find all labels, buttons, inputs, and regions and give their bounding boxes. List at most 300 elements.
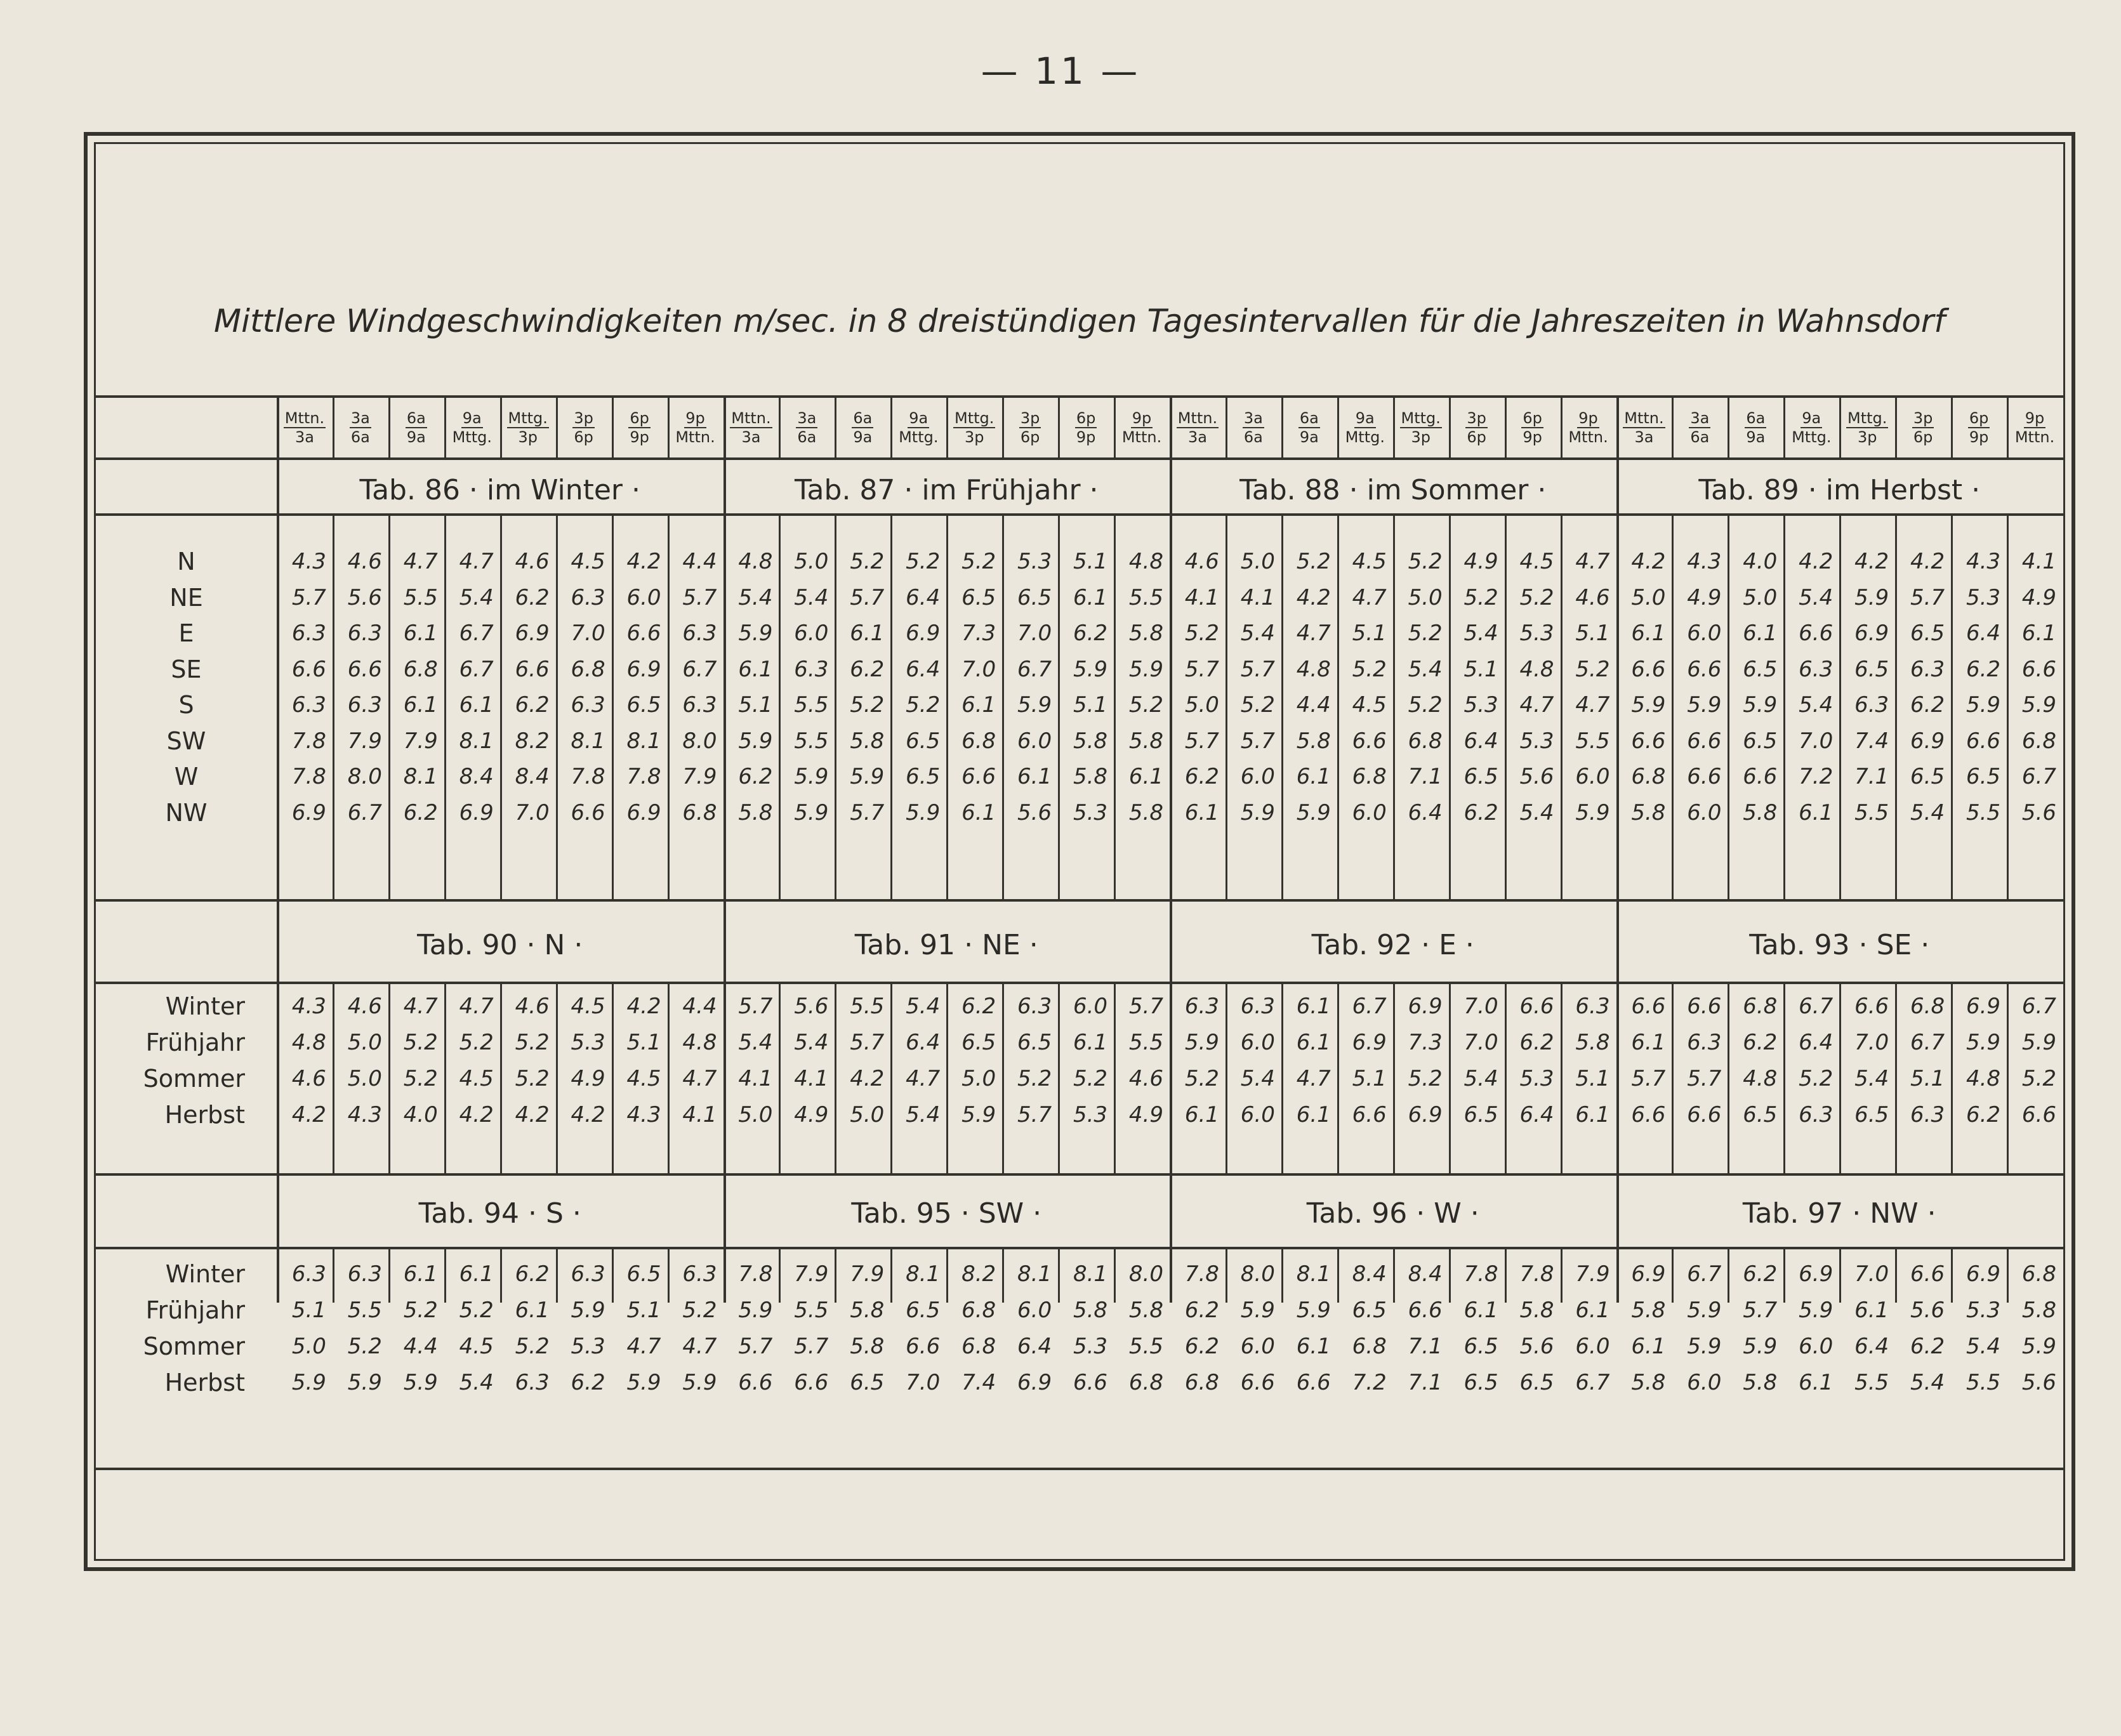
- table-cell: 5.9: [850, 764, 885, 790]
- table-cell: 5.4: [1519, 799, 1554, 825]
- table-cell: 4.8: [1743, 1065, 1778, 1091]
- table-cell: 6.8: [571, 656, 605, 682]
- column-divider: [1058, 982, 1060, 1173]
- row-label: Sommer: [143, 1332, 245, 1360]
- table-cell: 5.6: [1910, 1297, 1945, 1323]
- table-cell: 4.4: [682, 993, 717, 1019]
- column-header-start: Mttn.: [1177, 409, 1218, 427]
- column-divider: [1337, 395, 1339, 457]
- table-cell: 6.2: [1184, 1333, 1219, 1359]
- table-cell: 4.6: [347, 549, 382, 575]
- table-cell: 6.7: [1799, 993, 1834, 1019]
- table-cell: 6.7: [1352, 993, 1387, 1019]
- table-cell: 8.4: [1352, 1261, 1387, 1287]
- table-cell: 6.6: [1743, 764, 1778, 790]
- column-header-end: Mttn.: [2014, 428, 2055, 446]
- column-divider: [835, 982, 836, 1173]
- table-cell: 6.0: [1575, 764, 1610, 790]
- column-divider: [668, 513, 670, 899]
- table-cell: 7.0: [961, 656, 996, 682]
- table-cell: 5.9: [403, 1369, 438, 1395]
- column-divider: [388, 513, 390, 899]
- table-cell: 7.3: [1408, 1029, 1443, 1055]
- table-cell: 5.5: [347, 1297, 382, 1323]
- column-divider: [1839, 513, 1841, 899]
- column-divider: [1895, 982, 1897, 1173]
- table-cell: 5.0: [794, 549, 829, 575]
- column-header-start: 6p: [1523, 409, 1542, 427]
- column-divider: [500, 982, 502, 1173]
- table-cell: 4.2: [571, 1101, 605, 1128]
- table-cell: 5.9: [1575, 799, 1610, 825]
- column-divider: [388, 395, 390, 457]
- table-cell: 5.2: [1184, 621, 1219, 647]
- column-divider: [612, 982, 614, 1173]
- column-divider: [1672, 513, 1674, 899]
- table-cell: 5.2: [1240, 692, 1275, 718]
- table-cell: 6.4: [906, 1029, 941, 1055]
- table-cell: 5.8: [1519, 1297, 1554, 1323]
- table-cell: 6.3: [682, 692, 717, 718]
- column-divider: [1672, 1247, 1674, 1303]
- table-cell: 6.3: [347, 692, 382, 718]
- table-cell: 6.3: [1184, 993, 1219, 1019]
- table-cell: 5.5: [1966, 1369, 2001, 1395]
- table-title: Tab. 91 · NE ·: [854, 928, 1038, 961]
- table-cell: 6.5: [850, 1369, 885, 1395]
- table-cell: 4.2: [1296, 584, 1331, 610]
- table-cell: 5.2: [459, 1297, 494, 1323]
- table-cell: 6.3: [571, 692, 605, 718]
- table-cell: 5.8: [850, 728, 885, 754]
- table-cell: 4.8: [682, 1029, 717, 1055]
- table-cell: 5.9: [1631, 692, 1666, 718]
- table-cell: 5.0: [738, 1101, 773, 1128]
- table-cell: 5.5: [794, 728, 829, 754]
- table-cell: 6.1: [459, 1261, 494, 1287]
- table-cell: 6.4: [1408, 799, 1443, 825]
- table-cell: 6.5: [1743, 1101, 1778, 1128]
- table-cell: 5.9: [738, 621, 773, 647]
- table-cell: 6.2: [515, 1261, 550, 1287]
- table-cell: 6.1: [1464, 1297, 1498, 1323]
- table-cell: 5.2: [403, 1297, 438, 1323]
- table-cell: 7.0: [1854, 1261, 1889, 1287]
- table-cell: 5.9: [738, 728, 773, 754]
- table-cell: 5.2: [1352, 656, 1387, 682]
- table-cell: 6.3: [291, 692, 326, 718]
- column-header: [1672, 398, 1728, 457]
- table-cell: 5.8: [2021, 1297, 2056, 1323]
- table-cell: 7.1: [1408, 1333, 1443, 1359]
- table-cell: 6.5: [1464, 1101, 1498, 1128]
- table-cell: 6.8: [1184, 1369, 1219, 1395]
- table-cell: 6.6: [1352, 728, 1387, 754]
- table-cell: 6.6: [1631, 656, 1666, 682]
- table-cell: 5.4: [459, 1369, 494, 1395]
- table-cell: 7.9: [682, 764, 717, 790]
- table-cell: 8.2: [961, 1261, 996, 1287]
- table-cell: 5.4: [794, 1029, 829, 1055]
- column-header-end: 9a: [406, 428, 426, 446]
- table-cell: 6.5: [1743, 728, 1778, 754]
- column-divider: [2007, 513, 2009, 899]
- table-cell: 4.3: [291, 549, 326, 575]
- table-cell: 6.4: [1854, 1333, 1889, 1359]
- table-cell: 5.6: [1017, 799, 1052, 825]
- group-divider: [1616, 395, 1619, 1303]
- page-title: Mittlere Windgeschwindigkeiten m/sec. in 8 dreistündigen Tagesintervallen für die Jahreszeiten in Wahnsdorf: [214, 303, 1945, 339]
- table-cell: 6.5: [1352, 1297, 1387, 1323]
- page-number: — 11 —: [981, 49, 1140, 93]
- table-cell: 5.2: [1017, 1065, 1052, 1091]
- table-cell: 5.9: [1687, 692, 1722, 718]
- table-cell: 4.8: [1296, 656, 1331, 682]
- table-cell: 6.0: [1687, 799, 1722, 825]
- table-cell: 6.1: [1631, 1029, 1666, 1055]
- column-header-end: 9a: [1299, 428, 1319, 446]
- table-cell: 5.2: [961, 549, 996, 575]
- table-cell: 5.9: [1743, 692, 1778, 718]
- table-cell: 5.1: [1575, 1065, 1610, 1091]
- table-cell: 5.9: [347, 1369, 382, 1395]
- column-divider: [1114, 982, 1116, 1173]
- table-cell: 6.6: [1073, 1369, 1108, 1395]
- table-cell: 7.8: [626, 764, 661, 790]
- horizontal-rule: [96, 982, 2063, 984]
- table-cell: 6.0: [1687, 621, 1722, 647]
- table-cell: 6.0: [1240, 1101, 1275, 1128]
- table-cell: 6.8: [403, 656, 438, 682]
- table-cell: 5.8: [1073, 728, 1108, 754]
- column-header-end: 3a: [741, 428, 761, 446]
- column-header: [612, 398, 668, 457]
- table-cell: 6.9: [1017, 1369, 1052, 1395]
- table-cell: 6.3: [347, 1261, 382, 1287]
- horizontal-rule: [96, 1247, 2063, 1249]
- table-cell: 5.0: [1240, 549, 1275, 575]
- table-cell: 6.5: [1464, 1333, 1498, 1359]
- column-header-start: 6a: [406, 409, 426, 427]
- column-header-end: 3a: [1187, 428, 1207, 446]
- column-header-end: 3p: [1411, 428, 1431, 446]
- row-label: NE: [169, 583, 203, 612]
- table-cell: 6.8: [1352, 764, 1387, 790]
- table-cell: 7.0: [1017, 621, 1052, 647]
- table-cell: 5.5: [403, 584, 438, 610]
- column-header-start: 9p: [1132, 409, 1152, 427]
- table-cell: 5.9: [794, 764, 829, 790]
- table-cell: 4.5: [626, 1065, 661, 1091]
- table-cell: 5.1: [626, 1029, 661, 1055]
- table-cell: 7.3: [961, 621, 996, 647]
- table-cell: 6.2: [1743, 1261, 1778, 1287]
- table-cell: 7.1: [1408, 764, 1443, 790]
- column-divider: [1728, 982, 1729, 1173]
- table-cell: 7.8: [1464, 1261, 1498, 1287]
- table-cell: 5.9: [1687, 1333, 1722, 1359]
- column-divider: [1505, 982, 1507, 1173]
- column-divider: [1002, 1247, 1004, 1303]
- table-cell: 7.9: [403, 728, 438, 754]
- table-cell: 6.2: [1966, 656, 2001, 682]
- row-label: SW: [166, 727, 206, 755]
- column-divider: [890, 982, 892, 1173]
- row-label: Herbst: [164, 1100, 245, 1129]
- column-divider: [444, 513, 446, 899]
- column-header-start: Mttg.: [1401, 409, 1441, 427]
- column-header-end: Mttn.: [1568, 428, 1608, 446]
- column-divider: [1002, 395, 1004, 457]
- column-header-end: 3a: [294, 428, 314, 446]
- table-cell: 6.9: [1631, 1261, 1666, 1287]
- table-cell: 6.1: [1631, 1333, 1666, 1359]
- column-header-end: 6a: [350, 428, 370, 446]
- column-divider: [779, 395, 781, 457]
- table-cell: 5.8: [1631, 1297, 1666, 1323]
- table-cell: 7.4: [1854, 728, 1889, 754]
- table-cell: 5.4: [1966, 1333, 2001, 1359]
- table-cell: 6.0: [794, 621, 829, 647]
- table-cell: 7.4: [961, 1369, 996, 1395]
- table-cell: 5.0: [1408, 584, 1443, 610]
- column-header-end: 3p: [964, 428, 984, 446]
- table-cell: 6.9: [291, 799, 326, 825]
- column-divider: [946, 1247, 948, 1303]
- column-divider: [668, 395, 670, 457]
- table-cell: 6.3: [1017, 993, 1052, 1019]
- table-cell: 5.2: [1799, 1065, 1834, 1091]
- column-divider: [1114, 513, 1116, 899]
- column-divider: [612, 395, 614, 457]
- column-divider: [1226, 982, 1227, 1173]
- table-cell: 6.1: [403, 621, 438, 647]
- column-divider: [1281, 513, 1283, 899]
- table-cell: 5.7: [738, 993, 773, 1019]
- table-cell: 6.6: [1631, 993, 1666, 1019]
- column-header-start: 3a: [797, 409, 817, 427]
- table-cell: 4.5: [459, 1065, 494, 1091]
- group-divider: [724, 395, 726, 1303]
- column-divider: [1951, 395, 1953, 457]
- table-cell: 5.7: [1687, 1065, 1722, 1091]
- column-header: [1951, 398, 2007, 457]
- table-cell: 6.8: [1408, 728, 1443, 754]
- column-divider: [835, 395, 836, 457]
- table-cell: 6.6: [515, 656, 550, 682]
- table-cell: 6.6: [1240, 1369, 1275, 1395]
- table-cell: 4.5: [1519, 549, 1554, 575]
- table-cell: 5.5: [794, 1297, 829, 1323]
- table-cell: 6.6: [1631, 1101, 1666, 1128]
- table-cell: 8.0: [1128, 1261, 1163, 1287]
- column-divider: [1114, 395, 1116, 457]
- column-divider: [333, 982, 334, 1173]
- column-header-end: 9a: [853, 428, 873, 446]
- table-cell: 6.2: [1910, 692, 1945, 718]
- table-cell: 5.9: [2021, 692, 2056, 718]
- table-cell: 5.9: [1743, 1333, 1778, 1359]
- table-title: Tab. 86 · im Winter ·: [359, 473, 640, 506]
- column-divider: [1839, 982, 1841, 1173]
- column-header-start: 9a: [462, 409, 482, 427]
- table-cell: 6.6: [1631, 728, 1666, 754]
- column-divider: [1505, 1247, 1507, 1303]
- table-cell: 5.5: [794, 692, 829, 718]
- column-divider: [1561, 395, 1563, 457]
- column-header: [946, 398, 1002, 457]
- table-title: Tab. 88 · im Sommer ·: [1239, 473, 1547, 506]
- table-cell: 6.1: [1631, 621, 1666, 647]
- column-header-start: 9p: [685, 409, 705, 427]
- table-cell: 6.9: [1408, 993, 1443, 1019]
- table-cell: 7.8: [291, 728, 326, 754]
- table-cell: 5.9: [1017, 692, 1052, 718]
- table-cell: 5.9: [1854, 584, 1889, 610]
- table-cell: 8.1: [459, 728, 494, 754]
- table-cell: 6.2: [403, 799, 438, 825]
- table-cell: 5.8: [1631, 799, 1666, 825]
- horizontal-rule: [96, 899, 2063, 902]
- table-cell: 5.8: [850, 1333, 885, 1359]
- table-cell: 6.7: [1017, 656, 1052, 682]
- table-cell: 5.4: [906, 1101, 941, 1128]
- column-divider: [612, 513, 614, 899]
- column-divider: [2007, 982, 2009, 1173]
- table-cell: 5.3: [1519, 1065, 1554, 1091]
- table-cell: 6.5: [906, 1297, 941, 1323]
- table-cell: 6.7: [459, 656, 494, 682]
- column-header-end: Mttg.: [1792, 428, 1832, 446]
- table-cell: 6.3: [1910, 656, 1945, 682]
- table-cell: 6.1: [1296, 1101, 1331, 1128]
- table-cell: 4.7: [1575, 549, 1610, 575]
- column-header-start: 9p: [2025, 409, 2045, 427]
- table-cell: 7.0: [1464, 993, 1498, 1019]
- table-cell: 4.7: [1352, 584, 1387, 610]
- table-cell: 4.6: [1575, 584, 1610, 610]
- column-divider: [946, 395, 948, 457]
- row-label: N: [177, 548, 195, 576]
- table-cell: 6.8: [961, 1333, 996, 1359]
- table-cell: 6.0: [1687, 1369, 1722, 1395]
- table-cell: 5.9: [1240, 1297, 1275, 1323]
- column-header-start: 6a: [853, 409, 873, 427]
- column-divider: [556, 1247, 558, 1303]
- table-cell: 5.2: [850, 692, 885, 718]
- column-divider: [1058, 395, 1060, 457]
- table-cell: 4.8: [291, 1029, 326, 1055]
- column-header-start: 3p: [1020, 409, 1040, 427]
- table-cell: 6.4: [1017, 1333, 1052, 1359]
- table-cell: 4.7: [403, 993, 438, 1019]
- table-cell: 5.1: [738, 692, 773, 718]
- table-cell: 5.4: [1464, 1065, 1498, 1091]
- column-header-start: 3a: [350, 409, 370, 427]
- table-cell: 5.4: [738, 584, 773, 610]
- table-title: Tab. 97 · NW ·: [1742, 1197, 1936, 1230]
- table-cell: 6.7: [347, 799, 382, 825]
- column-divider: [1672, 982, 1674, 1173]
- table-cell: 5.4: [1910, 1369, 1945, 1395]
- table-cell: 5.7: [291, 584, 326, 610]
- table-cell: 5.8: [1128, 621, 1163, 647]
- column-divider: [668, 1247, 670, 1303]
- column-header-end: 6p: [574, 428, 593, 446]
- table-cell: 6.3: [1575, 993, 1610, 1019]
- table-cell: 7.0: [906, 1369, 941, 1395]
- table-cell: 4.3: [1966, 549, 2001, 575]
- table-cell: 6.5: [961, 1029, 996, 1055]
- table-cell: 6.1: [1799, 799, 1834, 825]
- column-header: [556, 398, 612, 457]
- column-divider: [1002, 982, 1004, 1173]
- table-cell: 4.9: [571, 1065, 605, 1091]
- column-header-end: 6a: [1243, 428, 1263, 446]
- table-title: Tab. 96 · W ·: [1306, 1197, 1479, 1230]
- table-cell: 7.8: [291, 764, 326, 790]
- column-divider: [779, 1247, 781, 1303]
- table-cell: 4.7: [682, 1065, 717, 1091]
- table-cell: 5.6: [2021, 799, 2056, 825]
- row-label: SE: [171, 655, 202, 683]
- table-cell: 4.9: [1128, 1101, 1163, 1128]
- table-cell: 4.2: [1631, 549, 1666, 575]
- table-cell: 6.1: [850, 621, 885, 647]
- table-cell: 4.7: [626, 1333, 661, 1359]
- column-header: [1226, 398, 1281, 457]
- column-header: [1170, 398, 1226, 457]
- table-cell: 6.9: [1910, 728, 1945, 754]
- table-cell: 6.5: [906, 728, 941, 754]
- table-cell: 6.1: [1296, 993, 1331, 1019]
- table-cell: 6.1: [1575, 1101, 1610, 1128]
- table-cell: 6.9: [906, 621, 941, 647]
- column-header-end: Mttg.: [899, 428, 939, 446]
- column-divider: [1337, 982, 1339, 1173]
- table-title: Tab. 90 · N ·: [417, 928, 583, 961]
- table-cell: 5.8: [1073, 764, 1108, 790]
- table-cell: 6.2: [738, 764, 773, 790]
- column-divider: [1449, 395, 1451, 457]
- column-header: [1281, 398, 1337, 457]
- table-cell: 5.4: [794, 584, 829, 610]
- table-cell: 6.1: [1575, 1297, 1610, 1323]
- table-cell: 6.6: [906, 1333, 941, 1359]
- table-cell: 5.7: [794, 1333, 829, 1359]
- table-cell: 4.6: [1184, 549, 1219, 575]
- table-cell: 6.1: [1296, 764, 1331, 790]
- table-cell: 5.3: [1966, 584, 2001, 610]
- table-cell: 6.1: [1128, 764, 1163, 790]
- table-cell: 8.1: [906, 1261, 941, 1287]
- table-cell: 5.3: [1966, 1297, 2001, 1323]
- table-title: Tab. 94 · S ·: [418, 1197, 581, 1230]
- column-divider: [1393, 513, 1395, 899]
- column-header-start: 9p: [1578, 409, 1598, 427]
- column-divider: [1728, 395, 1729, 457]
- table-cell: 6.1: [403, 692, 438, 718]
- column-divider: [1951, 982, 1953, 1173]
- table-cell: 7.0: [1464, 1029, 1498, 1055]
- group-divider: [1170, 395, 1172, 1303]
- column-divider: [1281, 982, 1283, 1173]
- table-cell: 5.2: [1519, 584, 1554, 610]
- table-cell: 6.2: [1966, 1101, 2001, 1128]
- column-header: [1505, 398, 1561, 457]
- column-header-end: 3p: [518, 428, 538, 446]
- table-cell: 6.6: [626, 621, 661, 647]
